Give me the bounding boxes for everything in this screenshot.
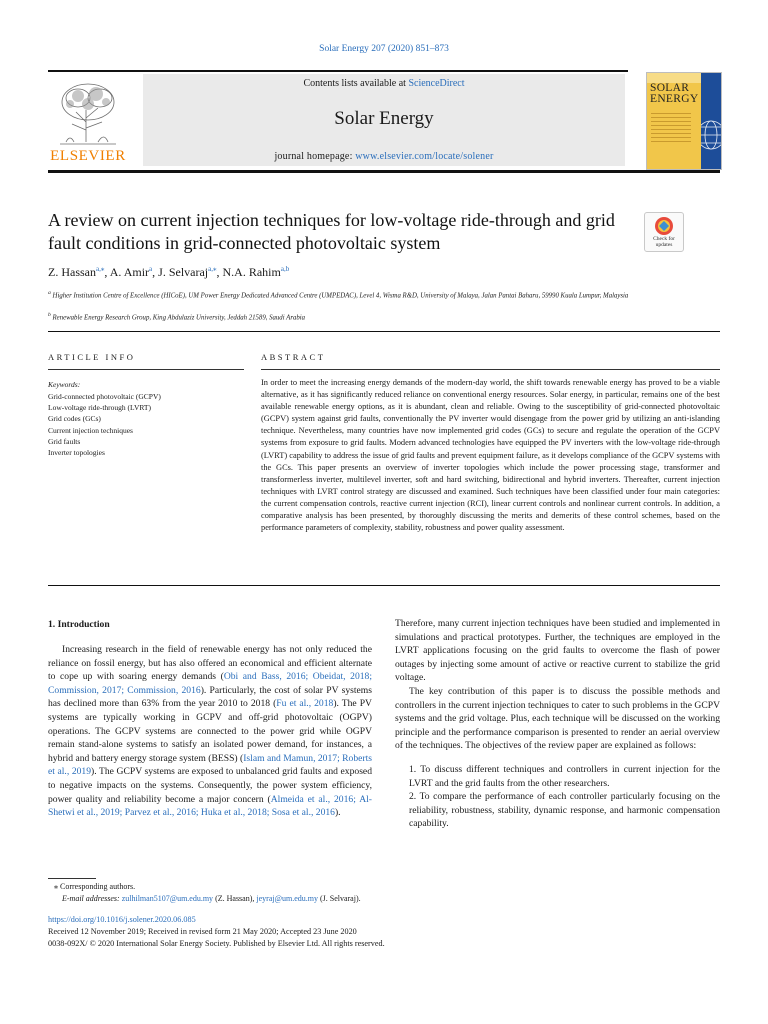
intro-paragraph-1: [48, 643, 372, 820]
keyword: Grid codes (GCs): [48, 414, 101, 424]
section-rule: [48, 331, 720, 332]
citation-link[interactable]: Almeida et al., 2016; Al-Shetwi et al., 2019; Parvez et al., 2016; Huka et al., 2018; Sosa et al., 2016: [48, 793, 372, 819]
author-marks[interactable]: a,b: [280, 265, 290, 273]
body-text: ). The GCPV systems are exposed to unbalanced grid faults and exposed to negative impacts on the systems. Consequently, the power system efficiency, power quality and reliability become a major concern (: [48, 766, 372, 805]
journal-name: Solar Energy: [334, 108, 434, 129]
body-text: Increasing research in the field of renewable energy has not only reduced the reliance on fossil energy, but has also offered an economical and efficient alternate to cope up with soaring energy demands (: [48, 644, 372, 683]
affiliation-text: Renewable Energy Research Group, King Abdulaziz University, Jeddah 21589, Saudi Arabia: [52, 314, 306, 322]
cover-globe-icon: [701, 73, 721, 169]
affiliation-text: Higher Institution Centre of Excellence (HICoE), UM Power Energy Dedicated Advanced Centre (UMPEDAC), Level 4, Wisma R&D, University of Malaya, Jalan Pantai Baharu, 59990 Kuala Lumpur, Malaysia: [52, 292, 629, 300]
copyright-notice: 0038-092X/ © 2020 International Solar Energy Society. Published by Elsevier Ltd. All rights reserved.: [48, 939, 385, 948]
affiliation-mark: a: [48, 290, 51, 296]
cover-text-lines: [651, 113, 691, 143]
crossmark-label: [644, 236, 684, 248]
article-info-rule: [48, 369, 244, 370]
homepage-prefix: journal homepage:: [274, 151, 356, 162]
abstract-text: In order to meet the increasing energy demands of the modern-day world, the shift towards renewable energy has proved to be a viable alternative, as it has significantly reduced reliance on conventional energy resources. Solar energy, in particular, remains one of the best available renewable energy options, as it is abundant, clean and reliable. Owing to the susceptibility of grid-connected photovoltaic (GCPV) system against grid faults, conventionally the PV inverter would disengage from the power grid by utilizing an anti-islanding technique. Nevertheless, many countries have now implemented grid codes (GCs) to secure and regulate the operation of the GCPV systems from exposure to grid faults. Modern advanced technologies have equipped the PV inverters with the low-voltage ride-through (LVRT) capability to address the issue of grid faults and prevent equipment failure, as it develops compliance of the GCPV systems with the GCs. This paper presents an overview of inverter topologies which include the power processing stage, transformer and transformerless inverter, multilevel inverter, soft and hard switching, bidirectional and hybrid inverters. Thereafter, current injection techniques with LVRT control strategy are discussed and examined. Such techniques have been classified under four main categories: the current compensation controls, reactive current injection (RCI), linear current controls and nonlinear current controls. In addition, a comparative analysis has been presented, by thoroughly discussing the merits and demerits of these control schemes, based on the performance parameters of complexity, stability, robustness and power quality assessment.: [261, 378, 720, 533]
affiliation: [48, 288, 648, 301]
author-name[interactable]: J. Selvaraj: [158, 265, 209, 279]
crossmark-label-line2: updates: [655, 242, 673, 248]
journal-cover-thumbnail[interactable]: [646, 72, 722, 170]
author-marks[interactable]: a: [149, 265, 153, 273]
intro-paragraph-2: Therefore, many current injection techniques have been studied and implemented in simulations and practical prototypes. Further, the techniques are employed in the LVRT applications focusing on the grid faults to overcome the flash of power outages by injecting some amount of active or reactive current to stabilize the grid voltage.: [395, 618, 720, 684]
section-rule: [48, 585, 720, 586]
section-heading-introduction: 1. Introduction: [48, 619, 110, 630]
author-name[interactable]: Z. Hassan: [48, 265, 96, 279]
body-text: ). The PV systems are typically working in GCPV and off-grid photovoltaic (OGPV) operations. The GCPV systems are connected to the power grid while OGPV remain stand-alone systems to satisfy an isolated power demand, for instances, a hybrid and battery energy storage system (BESS) (: [48, 698, 372, 764]
keyword: Low-voltage ride-through (LVRT): [48, 403, 151, 413]
objective-item: 1. To discuss different techniques and controllers in current injection for the LVRT and the grid faults from the other researchers.: [409, 763, 720, 789]
citation-link[interactable]: Obi and Bass, 2016; Obeidat, 2018; Commission, 2017; Commission, 2016: [48, 671, 372, 696]
cover-title-line2: ENERGY: [650, 93, 699, 105]
paper-title: A review on current injection techniques for low-voltage ride-through and grid fault conditions in grid-connected photovoltaic system: [48, 210, 615, 253]
abstract-heading: ABSTRACT: [261, 352, 326, 362]
email-addresses: [62, 894, 361, 903]
author-name[interactable]: A. Amir: [109, 265, 150, 279]
keyword: Grid-connected photovoltaic (GCPV): [48, 392, 161, 401]
cover-title: [650, 83, 698, 105]
email-link[interactable]: jeyraj@um.edu.my: [256, 894, 318, 903]
body-text: ).: [334, 807, 341, 819]
author-list: Z. Hassan$^{a,⁎}$, A. Amir$^a$, J. Selvaraj$^{a,⁎}$, N.A. Rahim$^{a,b}$: [48, 265, 290, 279]
keyword: Current injection techniques: [48, 425, 133, 435]
sciencedirect-link[interactable]: ScienceDirect: [408, 78, 465, 89]
footnote-rule: [48, 878, 96, 879]
corresponding-author-note: ⁎ Corresponding authors.: [54, 882, 136, 891]
email-label: E-mail addresses:: [62, 894, 122, 903]
journal-homepage: [143, 151, 625, 162]
doi-link[interactable]: https://doi.org/10.1016/j.solener.2020.06.085: [48, 915, 196, 924]
objectives-list: [395, 763, 720, 831]
body-text: ). Particularly, the cost of solar PV systems has declined more than 63% from the year 2010 to 2018 (: [48, 684, 373, 710]
elsevier-wordmark: ELSEVIER: [50, 148, 126, 164]
crossmark-label-line1: Check for: [653, 236, 675, 242]
masthead-bottom-rule: [48, 170, 720, 173]
homepage-link[interactable]: www.elsevier.com/locate/solener: [355, 151, 494, 162]
keywords-label: Keywords:: [48, 380, 81, 389]
email-owner: (J. Selvaraj).: [317, 894, 361, 903]
keyword: Inverter topologies: [48, 448, 105, 458]
author-marks[interactable]: a,⁎: [96, 265, 105, 273]
author-name[interactable]: N.A. Rahim: [222, 265, 281, 279]
keyword: Grid faults: [48, 436, 81, 446]
cover-title-line1: SOLAR: [650, 82, 690, 94]
email-link[interactable]: zulhilman5107@um.edu.my: [121, 894, 214, 903]
journal-reference-link[interactable]: Solar Energy 207 (2020) 851–873: [319, 44, 449, 54]
masthead-top-rule: [48, 70, 628, 72]
cover-blue-panel: [701, 73, 721, 169]
citation-link[interactable]: Islam and Mamun, 2017; Roberts et al., 2019: [48, 752, 372, 778]
contents-prefix: Contents lists available at: [303, 78, 409, 89]
contents-available: [143, 78, 625, 89]
author-marks[interactable]: a,⁎: [208, 265, 217, 273]
affiliation-mark: b: [48, 312, 51, 318]
body-column-left: [48, 643, 372, 820]
body-column-right: [395, 617, 720, 831]
affiliation: [48, 310, 648, 323]
citation-link[interactable]: Fu et al., 2018: [276, 698, 334, 710]
keyword-list: [48, 391, 161, 458]
abstract-rule: [261, 369, 720, 370]
article-info-heading: ARTICLE INFO: [48, 352, 136, 362]
objective-item: 2. To compare the performance of each controller particularly focusing on the reliability, robustness, stability, dynamic response, and harmonic compensation capability.: [409, 791, 720, 830]
intro-paragraph-3: The key contribution of this paper is to discuss the possible methods and controllers in the current injection techniques to cater to such problems in the GCPV systems and the grid voltage. Plus, each technique will be discussed on the working principle and the performance comparison is presented to render an aerial overview of the techniques. The objectives of the review paper are explained as follows:: [395, 685, 720, 752]
email-owner: (Z. Hassan),: [213, 894, 257, 903]
received-dates: Received 12 November 2019; Received in revised form 21 May 2020; Accepted 23 June 2020: [48, 927, 357, 936]
